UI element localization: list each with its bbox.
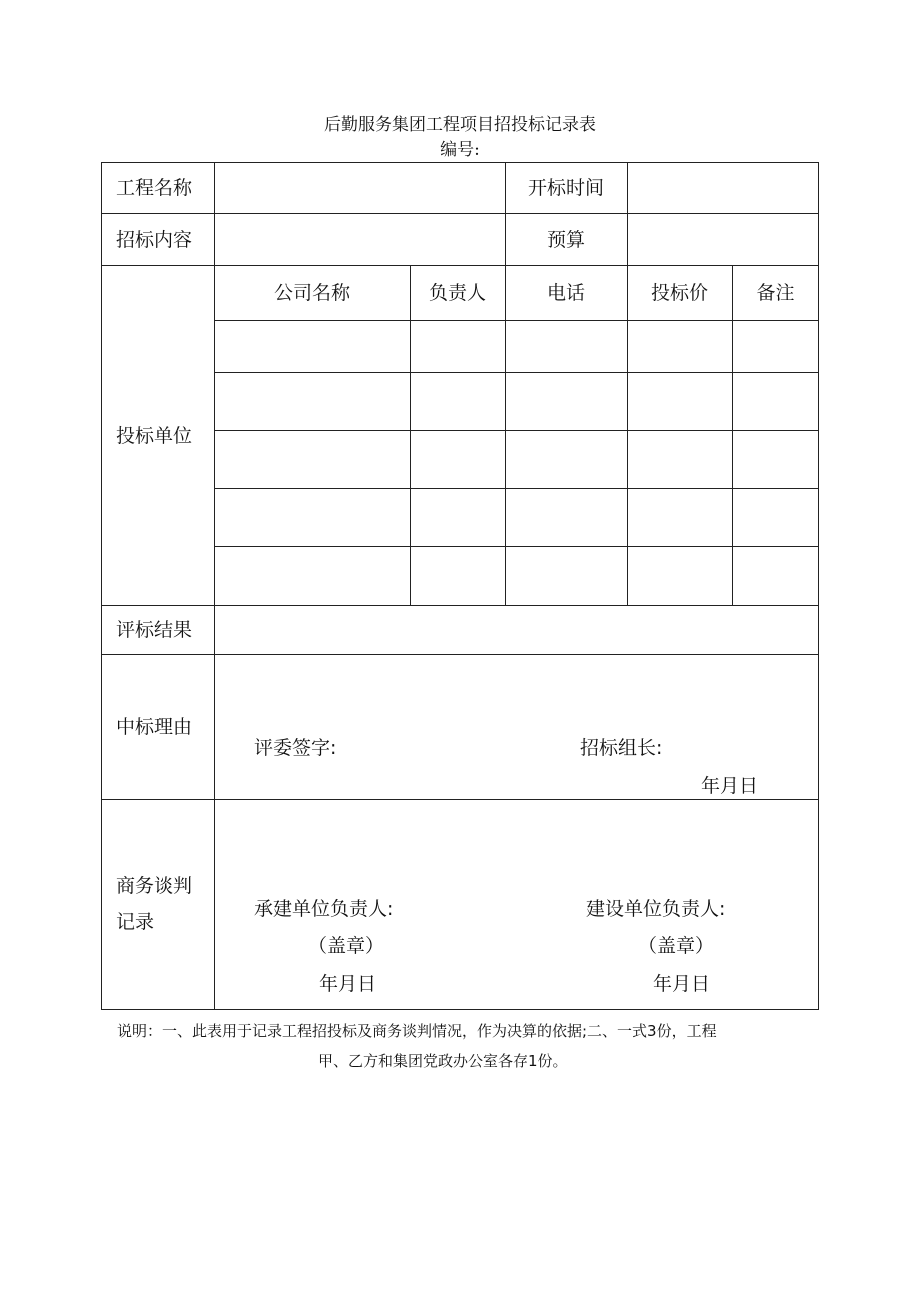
owner-signature-label: 建设单位负责人:: [586, 898, 726, 920]
column-header-phone: 电话: [546, 282, 585, 304]
tender-content-field[interactable]: [215, 214, 505, 265]
column-header-contact: 负责人: [428, 282, 486, 304]
footer-note-line1: 说明：一、此表用于记录工程招投标及商务谈判情况，作为决算的依据;二、一式3份，工程: [117, 1022, 717, 1040]
footer-note-line2: 甲、乙方和集团党政办公室各存1份。: [318, 1052, 568, 1070]
row-divider: [101, 654, 819, 655]
contractor-date: 年月日: [319, 973, 377, 995]
row-divider: [101, 265, 819, 266]
contractor-signature-label: 承建单位负责人:: [254, 898, 394, 920]
contractor-seal-label: （盖章）: [308, 935, 385, 957]
bidder-row-3[interactable]: [215, 431, 818, 488]
open-time-field[interactable]: [628, 163, 818, 213]
form-title: 后勤服务集团工程项目招投标记录表: [324, 115, 596, 135]
win-reason-date: 年月日: [701, 775, 759, 797]
owner-date: 年月日: [653, 973, 711, 995]
budget-label: 预算: [547, 229, 586, 251]
serial-number-label: 编号:: [440, 140, 480, 160]
row-divider: [101, 799, 819, 800]
open-time-label: 开标时间: [528, 177, 605, 199]
column-header-company: 公司名称: [273, 282, 350, 304]
win-reason-label: 中标理由: [116, 716, 193, 738]
budget-field[interactable]: [628, 214, 818, 265]
bidder-row-1[interactable]: [215, 321, 818, 372]
bidder-row-5[interactable]: [215, 547, 818, 605]
bidder-row-4[interactable]: [215, 489, 818, 546]
bidders-label: 投标单位: [116, 425, 193, 447]
column-header-bid-price: 投标价: [650, 282, 708, 304]
owner-seal-label: （盖章）: [638, 935, 715, 957]
negotiation-label-line1: 商务谈判: [116, 875, 193, 897]
committee-signature-label: 评委签字:: [254, 737, 337, 759]
tender-leader-label: 招标组长:: [580, 737, 663, 759]
project-name-field[interactable]: [215, 163, 505, 213]
eval-result-label: 评标结果: [116, 619, 193, 641]
tender-content-label: 招标内容: [116, 229, 193, 251]
negotiation-label-line2: 记录: [116, 911, 155, 933]
eval-result-field[interactable]: [215, 606, 818, 654]
column-header-remarks: 备注: [756, 282, 795, 304]
col-divider: [505, 162, 506, 265]
bidder-row-2[interactable]: [215, 373, 818, 430]
project-name-label: 工程名称: [116, 177, 193, 199]
